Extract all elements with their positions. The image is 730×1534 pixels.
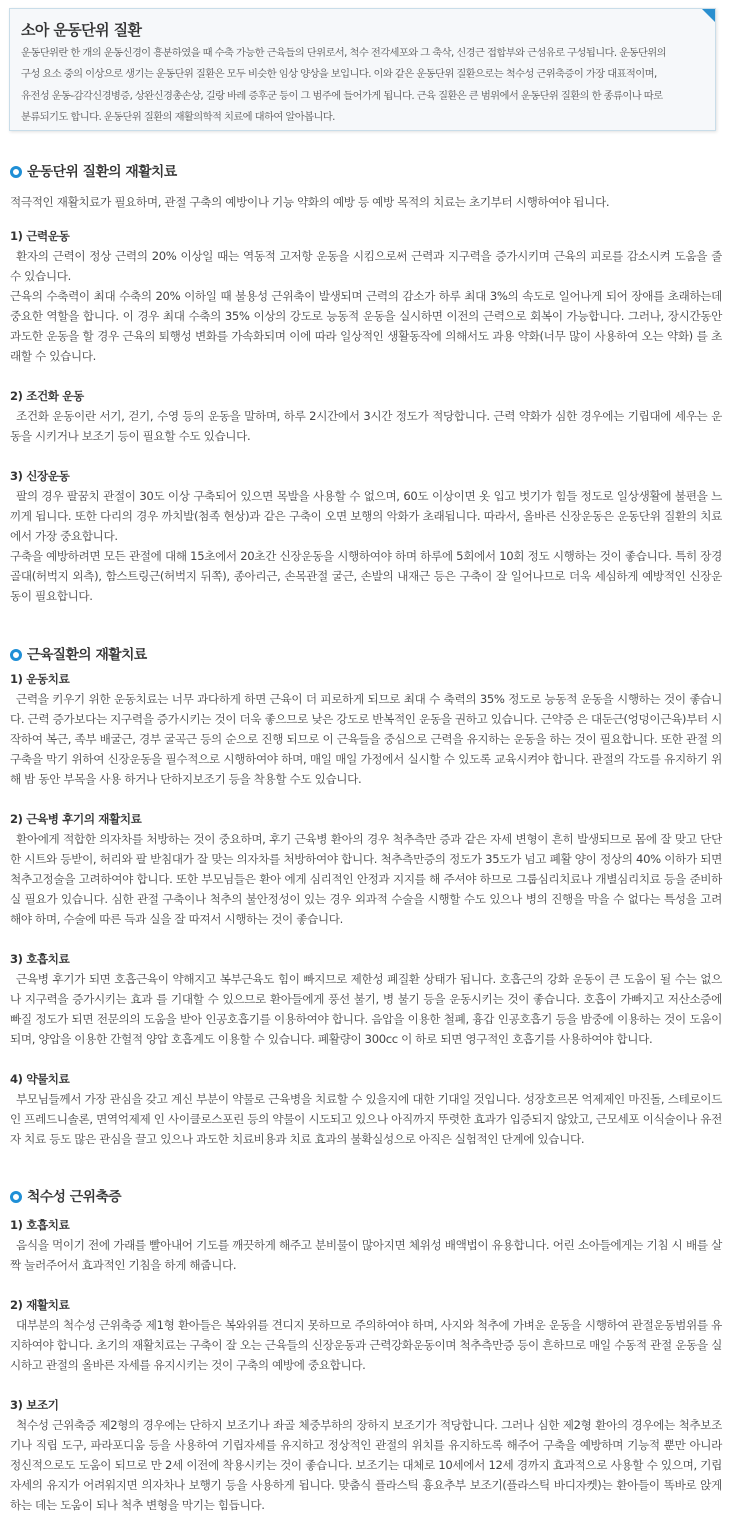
intro-title: 소아 운동단위 질환 [21, 21, 142, 39]
paragraph: 근육의 수축력이 최대 수축의 20% 이하일 때 불용성 근위축이 발생되며 근력의 감소가 하루 최대 3%의 속도로 일어나게 되어 장애를 초래하는데 중요한 역할을 합니다. 이 경우 최대 수축의 35% 이상의 강도로 능동적 운동을 실시하면 이전의 근력으로 회복이 가능합니다. 그러나, 장시간동안 과도한 운동을 할 경우 근육의 퇴행성 변화를 가속화되며 이에 따라 일상적인 생활동작에 의해서도 과용 약화(너무 많이 사용하여 오는 약화) 를 초래할 수 있습니다. [10, 289, 722, 363]
section-lead: 적극적인 재활치료가 필요하며, 관절 구축의 예방이나 기능 약화의 예방 등 예방 목적의 치료는 초기부터 시행하여야 됩니다. [10, 195, 610, 209]
item-heading: 1) 근력운동 [10, 229, 70, 243]
section-motor-unit-rehab [10, 162, 722, 606]
item-heading: 1) 운동치료 [10, 672, 70, 686]
paragraph: 부모님들께서 가장 관심을 갖고 계신 부분이 약물로 근육병을 치료할 수 있을지에 대한 기대일 것입니다. 성장호르몬 억제제인 마진돌, 스테로이드인 프레드니솔론, 면역억제제 인 사이클로스포린 등의 약물이 시도되고 있으나 아직까지 뚜렷한 효과가 입증되지 않았고, 근모세포 이식술이나 유전자 치료 등도 많은 관심을 끌고 있으나 과도한 치료비용과 치료 효과의 불확실성으로 아직은 실험적인 단계에 있습니다. [10, 1092, 722, 1146]
item-heading: 3) 보조기 [10, 1398, 59, 1412]
item-heading: 2) 근육병 후기의 재활치료 [10, 812, 142, 826]
section-sma [10, 1187, 722, 1515]
paragraph: 음식을 먹이기 전에 가래를 빨아내어 기도를 깨끗하게 해주고 분비물이 많아지면 체위성 배액법이 유용합니다. 어린 소아들에게는 기침 시 배를 살짝 눌러주어서 효과적인 기침을 하게 해줍니다. [10, 1238, 722, 1272]
section-muscle-disease-rehab [10, 645, 722, 1149]
item-heading: 4) 약물치료 [10, 1072, 70, 1086]
paragraph: 근력을 키우기 위한 운동치료는 너무 과다하게 하면 근육이 더 피로하게 되므로 최대 수 축력의 35% 정도로 능동적 운동을 시행하는 것이 좋습니다. 근력 증가보다는 지구력을 증가시키는 것이 더욱 좋으므로 낮은 강도로 반복적인 운동을 권하고 있습니다. 근약증 은 대둔근(엉덩이근육)부터 시작하여 복근, 족부 배굴근, 경부 굴곡근 등의 순으로 진행 되므로 이 근육들을 중심으로 근력을 유지하는 운동을 하는 것이 필요합니다. 또한 관절 의 구축을 막기 위하여 신장운동을 필수적으로 시행하여야 하며, 매일 매일 가정에서 실시할 수 있도록 교육시켜야 합니다. 관절의 각도를 유지하기 위해 밤 동안 부목을 사용 하거나 단하지보조기 등을 착용할 수도 있습니다. [10, 692, 722, 786]
intro-body [21, 43, 705, 128]
section-title-text: 척수성 근위축증 [27, 1189, 122, 1205]
bullet-circle-icon [10, 166, 22, 178]
intro-line: 분류되기도 합니다. 운동단위 질환의 재활의학적 치료에 대하여 알아봅니다. [21, 110, 335, 123]
item-heading: 1) 호흡치료 [10, 1218, 70, 1232]
paragraph: 근육병 후기가 되면 호흡근육이 약해지고 복부근육도 힘이 빠지므로 제한성 폐질환 상태가 됩니다. 호흡근의 강화 운동이 큰 도움이 될 수는 없으나 지구력을 증가시키는 효과 를 기대할 수 있으므로 환아들에게 풍선 불기, 병 불기 등을 운동시키는 것이 좋습니다. 호흡이 가빠지고 저산소증에 빠질 정도가 되면 전문의의 도움을 받아 인공호흡기를 이용하여야 합니다. 음압을 이용한 철폐, 흉갑 인공호흡기 등을 밤중에 이용하는 것이 도움이 되며, 양압을 이용한 간헐적 양압 호흡계도 이용할 수 있습니다. 폐활량이 300cc 이 하로 되면 영구적인 호흡기를 사용하여야 합니다. [10, 972, 722, 1046]
section-title-text: 근육질환의 재활치료 [27, 647, 147, 663]
paragraph: 척수성 근위축증 제2형의 경우에는 단하지 보조기나 좌골 체중부하의 장하지 보조기가 적당합니다. 그러나 심한 제2형 환아의 경우에는 척추보조기나 직립 도구, 파라포디움 등을 사용하여 기립자세를 유지하고 정상적인 관절의 위치를 유지하도록 해주어 구축을 예방하며 기능적 뿐만 아니라 정신적으로도 도움이 되므로 만 2세 이전에 착용시키는 것이 좋습니다. 보조기는 대체로 10세에서 12세 경까지 효과적으로 사용할 수 있으며, 기립자세의 유지가 어려워지면 의자차나 보행기 등을 사용하게 됩니다. 맞춤식 플라스틱 흉요추부 보조기(플라스틱 바디자켓)는 환아들이 똑바로 앉게 하는 데는 도움이 되나 척추 변형을 막기는 힘듭니다. [10, 1418, 722, 1512]
section-title [10, 162, 722, 182]
paragraph: 팔의 경우 팔꿈치 관절이 30도 이상 구축되어 있으면 목발을 사용할 수 없으며, 60도 이상이면 옷 입고 벗기가 힘들 정도로 일상생활에 불편을 느끼게 됩니다. 또한 다리의 경우 까치발(첨족 현상)과 같은 구축이 오면 보행의 악화가 초래됩니다. 따라서, 올바른 신장운동은 운동단위 질환의 치료에서 가장 중요합니다. [10, 489, 722, 543]
paragraph: 환자의 근력이 정상 근력의 20% 이상일 때는 역동적 고저항 운동을 시킴으로써 근력과 지구력을 증가시키며 근육의 피로를 감소시켜 도움을 줄 수 있습니다. [10, 249, 722, 283]
intro-line: 운동단위란 한 개의 운동신경이 흥분하였을 때 수축 가능한 근육들의 단위로서, 척수 전각세포와 그 축삭, 신경근 접합부와 근섬유로 구성됩니다. 운동단위의 [21, 47, 666, 59]
section-title-text: 운동단위 질환의 재활치료 [27, 164, 177, 180]
item-heading: 2) 재활치료 [10, 1298, 70, 1312]
item-heading: 3) 호흡치료 [10, 952, 70, 966]
bullet-circle-icon [10, 1191, 22, 1203]
paragraph: 대부분의 척수성 근위축증 제1형 환아들은 복와위를 견디지 못하므로 주의하여야 하며, 사지와 척추에 가벼운 운동을 시행하여 관절운동범위를 유지하여야 합니다. 초기의 재활치료는 구축이 잘 오는 근육들의 신장운동과 근력강화운동이며 척추측만증 등이 흔하므로 매일 수동적 관절 운동을 실시하고 관절의 올바른 자세를 유지시키는 것이 구축의 예방에 중요합니다. [10, 1318, 722, 1372]
section-title [10, 645, 722, 665]
paragraph: 조건화 운동이란 서기, 걷기, 수영 등의 운동을 말하며, 하루 2시간에서 3시간 정도가 적당합니다. 근력 약화가 심한 경우에는 기립대에 세우는 운동을 시키거나 보조기 등이 필요할 수도 있습니다. [10, 409, 722, 443]
intro-line: 유전성 운동-감각신경병증, 상완신경총손상, 길랑 바레 증후군 등이 그 범주에 들어가게 됩니다. 근육 질환은 큰 범위에서 운동단위 질환의 한 종류이나 따로 [21, 89, 663, 102]
intro-line: 구성 요소 중의 이상으로 생기는 운동단위 질환은 모두 비슷한 임상 양상을 보입니다. 이와 같은 운동단위 질환으로는 척수성 근위축증이 가장 대표적이며, [21, 68, 657, 81]
paragraph: 환아에게 적합한 의자차를 처방하는 것이 중요하며, 후기 근육병 환아의 경우 척추측만 증과 같은 자세 변형이 흔히 발생되므로 몸에 잘 맞고 단단한 시트와 등받이, 허리와 팔 받침대가 잘 맞는 의자차를 처방하여야 합니다. 척추측만증의 정도가 35도가 넘고 폐활 양이 정상의 40% 이하가 되면 척추고정술을 고려하여야 합니다. 또한 부모님들은 환아 에게 심리적인 안정과 지지를 해 주셔야 하므로 그룹심리치료나 개별심리치료 등을 준비하실 필요가 있습니다. 심한 관절 구축이나 척추의 불안정성이 있는 경우 외과적 수술을 시행할 수도 있으나 병의 진행을 막을 수 없다는 특성을 고려해야 하며, 수술에 따른 득과 실을 잘 따져서 시행하는 것이 좋습니다. [10, 832, 722, 926]
paragraph: 구축을 예방하려면 모든 관절에 대해 15초에서 20초간 신장운동을 시행하여야 하며 하루에 5회에서 10회 정도 시행하는 것이 좋습니다. 특히 장경골대(허벅지 외측), 함스트링근(허벅지 뒤쪽), 종아리근, 손목관절 굴근, 손발의 내재근 등은 구축이 잘 일어나므로 더욱 세심하게 예방적인 신장운동이 필요합니다. [10, 549, 722, 603]
intro-box [9, 8, 716, 131]
corner-accent-icon [702, 9, 715, 22]
item-heading: 2) 조건화 운동 [10, 389, 84, 403]
section-title [10, 1187, 722, 1207]
bullet-circle-icon [10, 649, 22, 661]
item-heading: 3) 신장운동 [10, 469, 70, 483]
